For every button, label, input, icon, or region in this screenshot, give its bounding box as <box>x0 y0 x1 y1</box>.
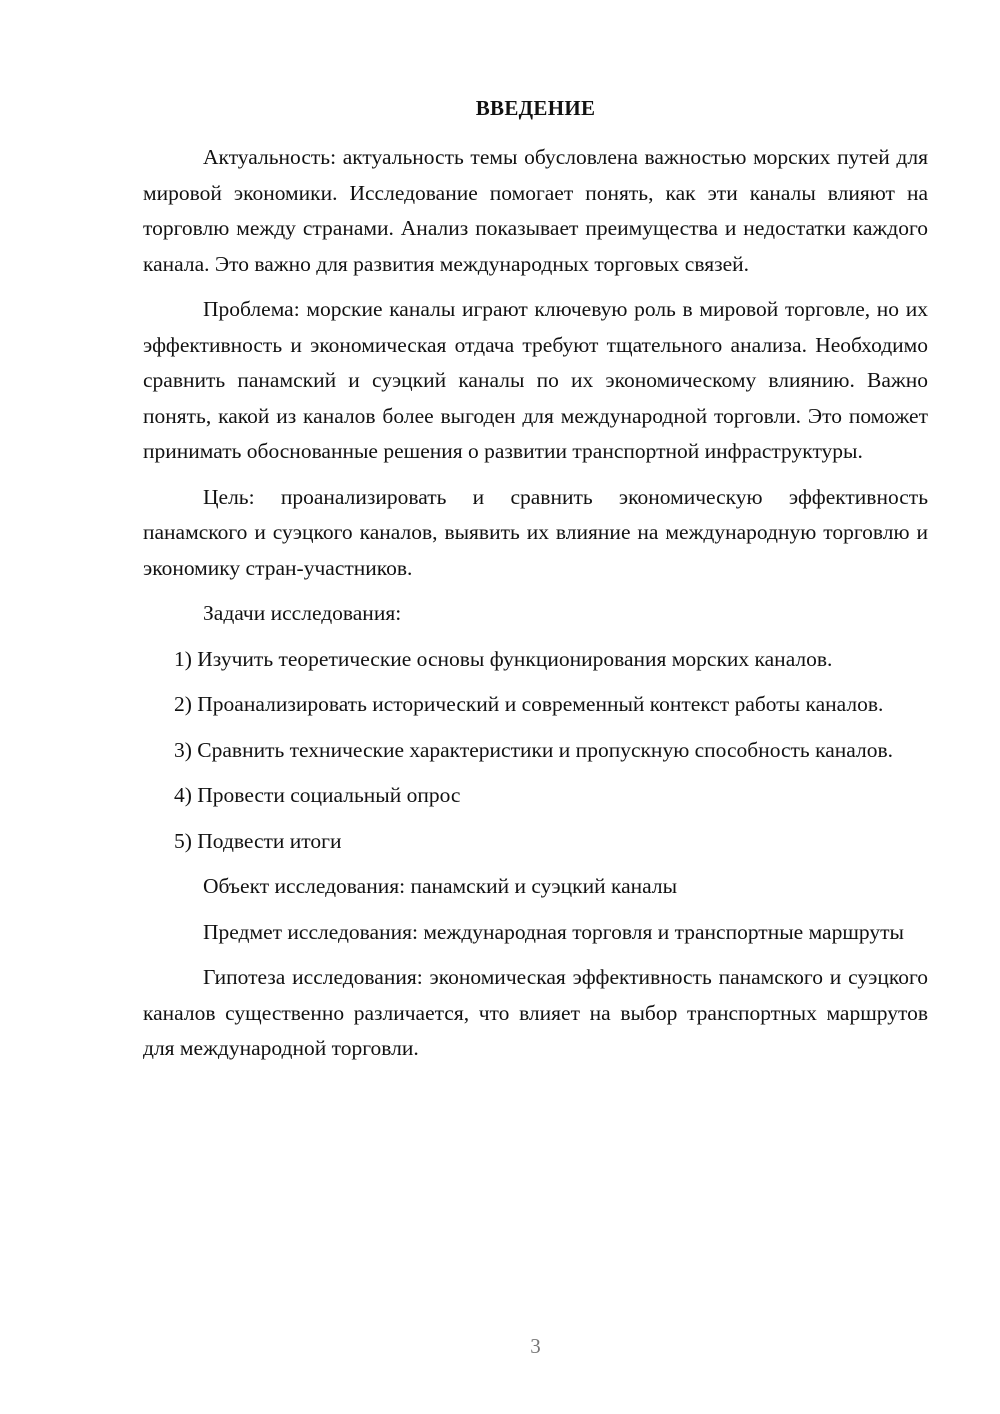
relevance-paragraph: Актуальность: актуальность темы обусловлена важностью морских путей для мировой экономики. Исследование помогает понять, как эти каналы влияют на торговлю между странами. Анализ показывает преимущества и недостатки каждого канала. Это важно для развития международных торговых связей. <box>143 145 928 276</box>
task-item-5: 5) Подвести итоги <box>174 828 342 853</box>
document-body <box>143 140 928 1077</box>
subject-paragraph: Предмет исследования: международная торговля и транспортные маршруты <box>203 919 904 944</box>
page-number: 3 <box>530 1334 541 1358</box>
section-title: ВВЕДЕНИЕ <box>475 96 596 120</box>
tasks-heading: Задачи исследования: <box>203 601 402 625</box>
hypothesis-paragraph: Гипотеза исследования: экономическая эффективность панамского и суэцкого каналов существенно различается, что влияет на выбор транспортных маршрутов для международной торговли. <box>143 965 928 1060</box>
task-item-1: 1) Изучить теоретические основы функционирования морских каналов. <box>174 646 833 671</box>
task-item-3: 3) Сравнить технические характеристики и пропускную способность каналов. <box>174 737 894 762</box>
document-page <box>143 0 928 1414</box>
problem-paragraph: Проблема: морские каналы играют ключевую роль в мировой торговле, но их эффективность и экономическая отдача требуют тщательного анализа. Необходимо сравнить панамский и суэцкий каналы по их экономическому влиянию. Важно понять, какой из каналов более выгоден для международной торговли. Это поможет принимать обоснованные решения о развитии транспортной инфраструктуры. <box>143 297 928 463</box>
task-item-4: 4) Провести социальный опрос <box>174 783 461 807</box>
task-item-2: 2) Проанализировать исторический и современный контекст работы каналов. <box>174 692 884 716</box>
object-paragraph: Объект исследования: панамский и суэцкий каналы <box>203 874 678 898</box>
goal-paragraph: Цель: проанализировать и сравнить экономическую эффективность панамского и суэцкого каналов, выявить их влияние на международную торговлю и экономику стран-участников. <box>143 484 928 580</box>
